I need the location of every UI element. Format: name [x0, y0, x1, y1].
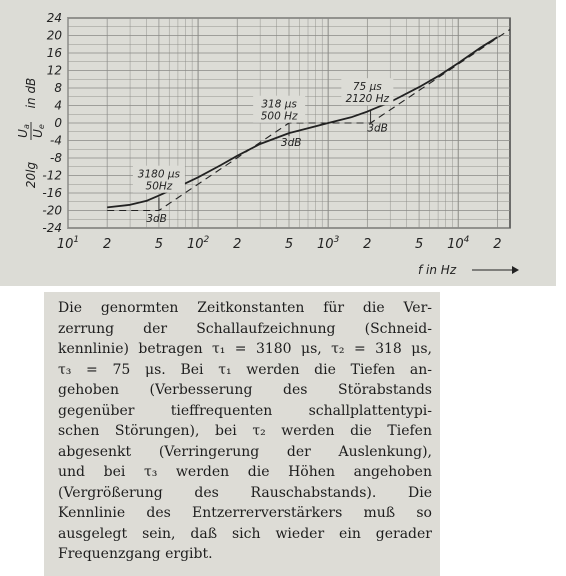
text-line: Die genormten Zeitkonstanten für die Ver-	[58, 300, 432, 316]
text-line: τ₃ = 75 μs. Bei τ₁ werden die Tiefen an-	[58, 361, 432, 378]
x-tick-label	[57, 235, 79, 252]
description-paragraph	[58, 298, 432, 565]
text-line: gehoben (Verbesserung des Störabstands	[58, 382, 432, 398]
annotation-time-constant: 75 μs	[352, 81, 382, 94]
y-tick-label: 24	[46, 11, 62, 25]
x-tick-base: 5	[414, 237, 424, 252]
x-tick-exponent: 2	[203, 235, 210, 245]
x-tick-base: 5	[154, 237, 164, 252]
annotation-time-constant: 318 μs	[261, 98, 297, 111]
x-tick-base: 10	[56, 237, 74, 252]
x-tick-label	[103, 237, 111, 252]
text-line: ausgelegt sein, daß sich wieder ein gerader	[58, 525, 432, 542]
y-label-den-sub: e	[37, 124, 46, 130]
text-line: schen Störungen), bei τ₂ werden die Tiefen	[58, 423, 432, 439]
y-tick-label: 0	[54, 116, 62, 130]
y-label-prefix: 20lg	[24, 161, 38, 189]
frequency-response-chart	[0, 0, 556, 286]
x-tick-label	[187, 235, 210, 252]
y-tick-label: 8	[54, 81, 62, 95]
y-label-denominator	[31, 124, 46, 138]
y-tick-label: 20	[46, 28, 62, 43]
annotation-corner-frequency: 50Hz	[145, 180, 173, 193]
text-line: Frequenzgang ergibt.	[58, 546, 213, 562]
y-tick-label: 16	[46, 46, 62, 60]
x-tick-base: 2	[493, 237, 502, 252]
x-tick-base: 5	[284, 237, 294, 252]
annotation-3db: 3dB	[146, 212, 167, 225]
y-label-suffix: in dB	[24, 77, 38, 109]
x-tick-base: 2	[363, 237, 372, 252]
x-axis-arrow-head	[512, 266, 519, 274]
text-line: Kennlinie des Entzerrerverstärkers muß so	[58, 505, 432, 521]
x-tick-base: 10	[447, 237, 464, 252]
y-tick-label: -12	[42, 168, 62, 183]
x-axis-label: f in Hz	[418, 263, 457, 277]
annotation-corner-frequency: 500 Hz	[260, 110, 298, 123]
y-tick-label: 12	[46, 63, 62, 78]
y-label-num: U	[16, 129, 30, 138]
y-tick-label: -8	[50, 151, 62, 165]
annotation-corner-frequency: 2120 Hz	[345, 93, 390, 106]
annotation-3db: 3dB	[280, 137, 302, 150]
y-label-num-sub: a	[22, 124, 31, 130]
y-tick-label: -4	[50, 133, 62, 148]
x-tick-base: 2	[103, 237, 112, 252]
x-tick-label	[317, 235, 340, 252]
annotation-time-constant: 3180 μs	[137, 168, 181, 181]
x-tick-label	[363, 237, 371, 252]
x-tick-exponent: 4	[463, 235, 470, 245]
x-tick-label	[233, 237, 241, 252]
x-tick-label	[493, 237, 501, 252]
x-tick-base: 10	[186, 237, 204, 252]
text-line: gegenüber tieffrequenten schallplattentypi-	[58, 402, 432, 419]
x-tick-base: 10	[317, 237, 334, 252]
x-tick-label	[415, 237, 423, 252]
text-line: zerrung der Schallaufzeichnung (Schneid-	[58, 320, 432, 337]
y-tick-label: -16	[42, 186, 62, 200]
annotation-3db: 3dB	[367, 122, 388, 135]
x-tick-label	[285, 237, 293, 252]
y-label-den: U	[31, 129, 45, 138]
y-label-numerator	[16, 124, 31, 138]
x-tick-exponent: 1	[73, 235, 80, 245]
text-line: und bei τ₃ werden die Höhen angehoben	[58, 464, 432, 480]
x-tick-base: 2	[233, 237, 242, 252]
text-line: kennlinie) betragen τ₁ = 3180 μs, τ₂ = 318 μs,	[58, 341, 432, 357]
x-tick-exponent: 3	[333, 235, 340, 245]
x-tick-label	[447, 235, 470, 252]
y-tick-label: -20	[42, 203, 62, 218]
x-tick-label	[155, 237, 163, 252]
text-line: abgesenkt (Verringerung der Auslenkung),	[58, 443, 432, 460]
y-tick-label: -24	[42, 221, 62, 235]
y-tick-label: 4	[54, 98, 62, 113]
text-line: (Vergrößerung des Rauschabstands). Die	[58, 484, 432, 501]
